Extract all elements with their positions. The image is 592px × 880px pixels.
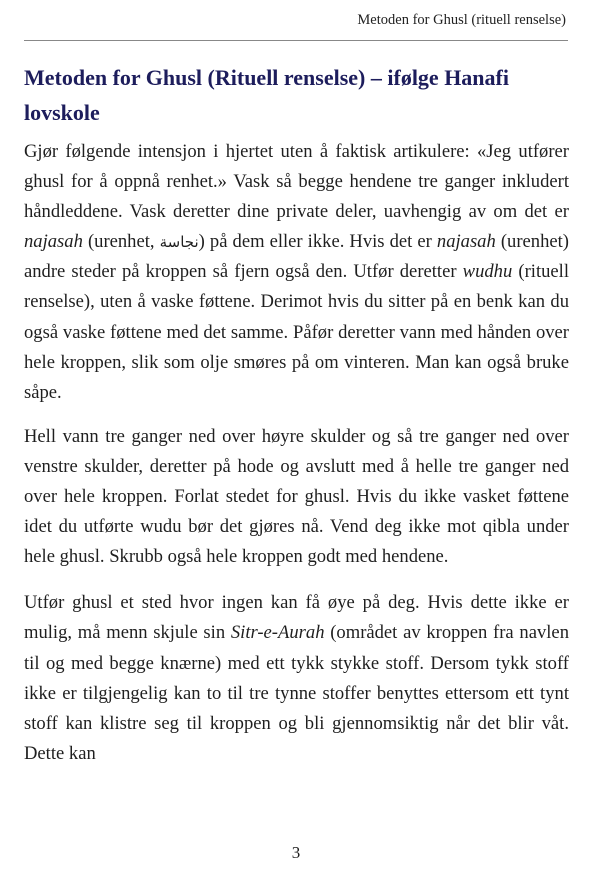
term-najasah: najasah xyxy=(24,231,83,253)
paragraph-1-text: Gjør følgende intensjon i hjertet uten å faktisk artikulere: «Jeg utfører ghusl for å oppnå renhet.» Vask så begge hendene tre ganger inkludert håndleddene. Vask deretter dine private deler, uavhengig av om det er xyxy=(24,141,569,223)
paragraph-1-text: ) på dem eller ikke. Hvis det er xyxy=(198,231,437,253)
section-heading: Metoden for Ghusl (Rituell renselse) – ifølge Hanafi lovskole xyxy=(24,65,509,125)
term-wudhu: wudhu xyxy=(462,261,513,283)
header-divider xyxy=(24,40,568,41)
arabic-term: نجاسة xyxy=(159,233,199,252)
paragraph-3 xyxy=(24,588,569,769)
body-text xyxy=(24,137,569,769)
paragraph-1-text: (rituell renselse), uten å vaske føttene. Derimot hvis du sitter på en benk kan du også vaske føttene med det samme. Påfør deretter vann med hånden over hele kroppen, slik som olje smøres på om vinteren. Man kan også bruke såpe. xyxy=(24,261,569,403)
paragraph-1-text: (urenhet) andre steder på kroppen så fjern også den. Utfør deretter xyxy=(24,231,569,283)
paragraph-3-text: (området av kroppen fra navlen til og med begge knærne) med ett tykk stykke stoff. Dersom tykk stoff ikke er tilgjengelig kan to til tre tynne stoffer benyttes ettersom ett tynt stoff kan klistre seg til kroppen og bli gjennomsiktig når det blir våt. Dette kan xyxy=(24,622,569,764)
paragraph-1 xyxy=(24,137,569,408)
paragraph-3-text: Utfør ghusl et sted hvor ingen kan få øye på deg. Hvis dette ikke er mulig, må menn skjule sin xyxy=(24,592,569,644)
paragraph-1-text: (urenhet, xyxy=(82,231,160,253)
running-header: Metoden for Ghusl (rituell renselse) xyxy=(357,12,566,28)
paragraph-2: Hell vann tre ganger ned over høyre skulder og så tre ganger ned over venstre skulder, deretter på hode og avslutt med å helle tre ganger ned over hele kroppen. Forlat stedet for ghusl. Hvis du ikke vasket føttene idet du utførte wudu bør det gjøres nå. Vend deg ikke mot qibla under hele ghusl. Skrubb også hele kroppen godt med hendene. xyxy=(24,425,569,568)
term-sitr-e-aurah: Sitr-e-Aurah xyxy=(230,622,325,644)
term-najasah: najasah xyxy=(436,231,496,253)
page-number: 3 xyxy=(291,843,301,862)
